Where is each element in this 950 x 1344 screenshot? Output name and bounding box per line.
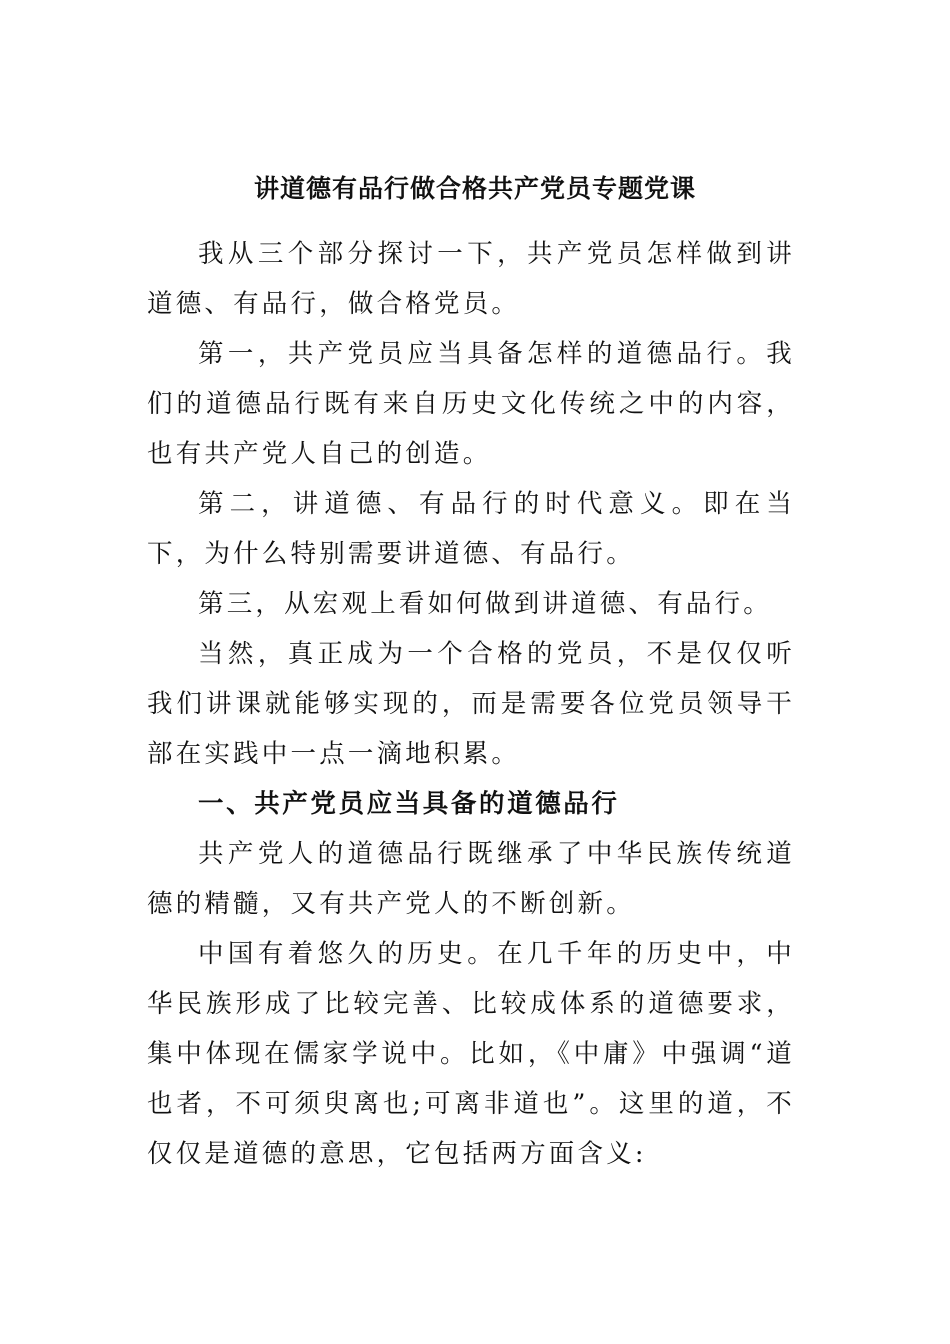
document-body bbox=[147, 229, 795, 1179]
paragraph-part-one: 第一，共产党员应当具备怎样的道德品行。我们的道德品行既有来自历史文化传统之中的内容，也有共产党人自己的创造。 bbox=[147, 339, 795, 469]
paragraph-conclusion: 当然，真正成为一个合格的党员，不是仅仅听我们讲课就能够实现的，而是需要各位党员领导干部在实践中一点一滴地积累。 bbox=[147, 639, 795, 769]
document-title: 讲道德有品行做合格共产党员专题党课 bbox=[253, 174, 696, 203]
paragraph-intro: 我从三个部分探讨一下，共产党员怎样做到讲道德、有品行，做合格党员。 bbox=[147, 239, 795, 319]
section-paragraph-1: 共产党人的道德品行既继承了中华民族传统道德的精髓，又有共产党人的不断创新。 bbox=[147, 839, 795, 919]
section-paragraph-2: 中国有着悠久的历史。在几千年的历史中，中华民族形成了比较完善、比较成体系的道德要求，集中体现在儒家学说中。比如，《中庸》中强调“道也者，不可须臾离也;可离非道也”。这里的道，不仅仅是道德的意思，它包括两方面含义: bbox=[147, 939, 795, 1169]
paragraph-part-three: 第三，从宏观上看如何做到讲道德、有品行。 bbox=[198, 589, 773, 619]
section-heading: 一、共产党员应当具备的道德品行 bbox=[198, 789, 620, 819]
paragraph-part-two: 第二，讲道德、有品行的时代意义。即在当下，为什么特别需要讲道德、有品行。 bbox=[147, 489, 795, 569]
